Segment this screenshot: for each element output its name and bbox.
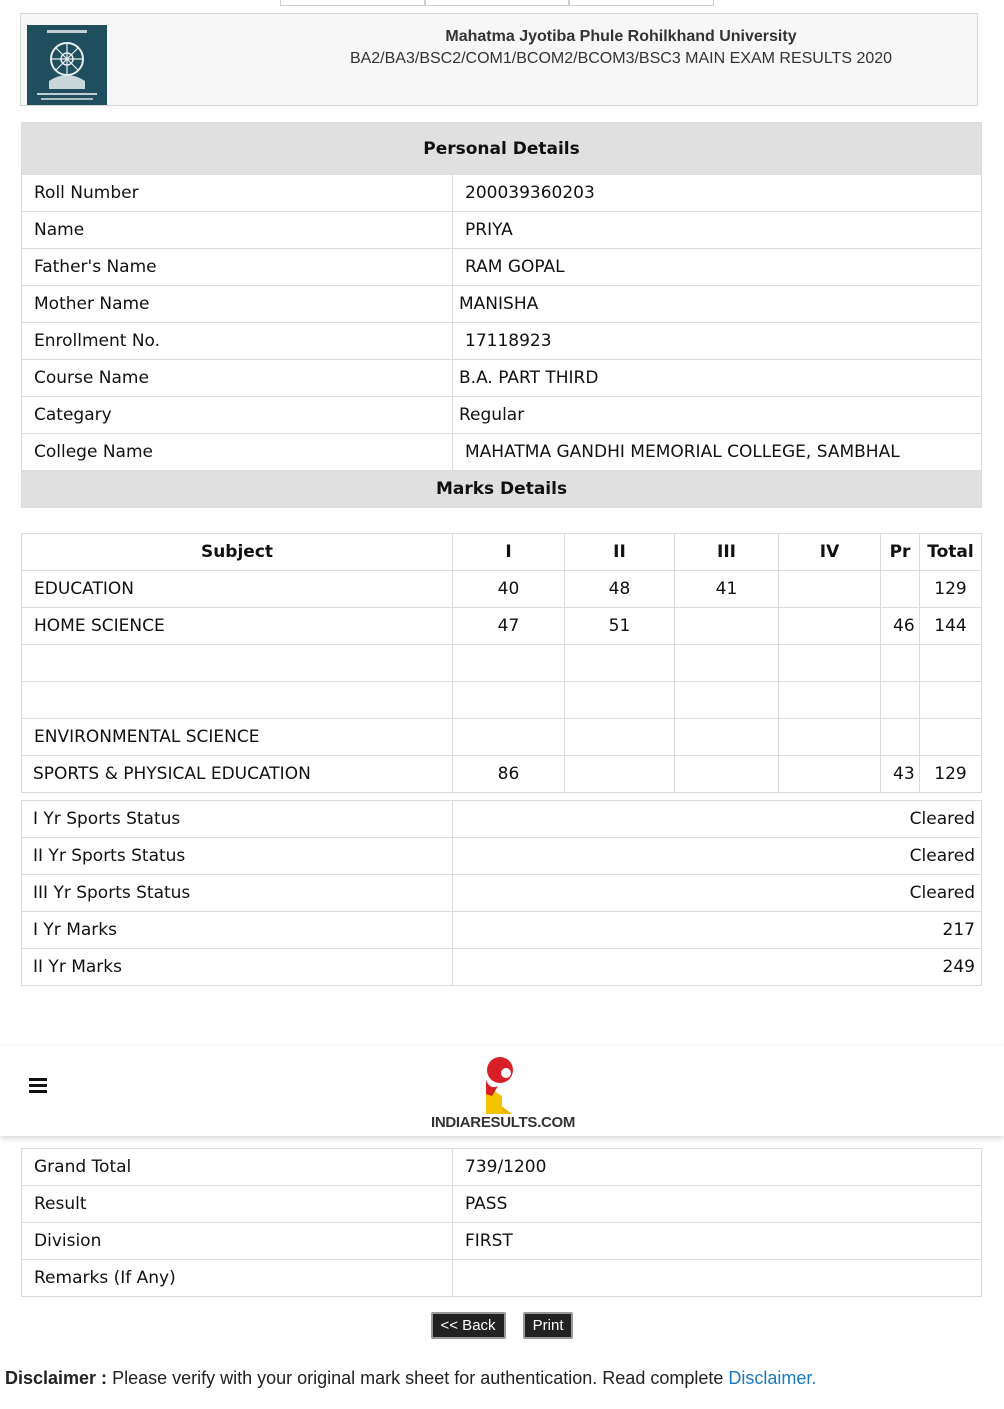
col-subject: Subject (22, 534, 453, 571)
personal-row (22, 175, 982, 212)
mark-cell (779, 645, 881, 682)
total-cell (920, 682, 982, 719)
subject-name: SPORTS & PHYSICAL EDUCATION (22, 756, 453, 793)
status-label: I Yr Marks (22, 912, 453, 949)
name-value: PRIYA (453, 212, 982, 249)
total-cell: 129 (920, 571, 982, 608)
indiaresults-logo-icon (428, 1056, 578, 1116)
mark-cell: 51 (565, 608, 675, 645)
marks-header-row (22, 534, 982, 571)
row-label: Name (22, 212, 453, 249)
row-label: Enrollment No. (22, 323, 453, 360)
mark-cell: 47 (453, 608, 565, 645)
subject-name (22, 682, 453, 719)
mark-cell: 46 (881, 608, 920, 645)
status-row (22, 912, 982, 949)
row-label: Mother Name (22, 286, 453, 323)
back-button[interactable]: << Back (431, 1312, 506, 1339)
mark-cell (675, 645, 779, 682)
mark-cell (779, 756, 881, 793)
remarks-value (453, 1260, 982, 1297)
row-label: Roll Number (22, 175, 453, 212)
mother-name-value: MANISHA (453, 286, 982, 323)
mark-cell (675, 608, 779, 645)
disclaimer-label: Disclaimer : (5, 1368, 108, 1388)
personal-row (22, 249, 982, 286)
personal-row (22, 397, 982, 434)
category-value: Regular (453, 397, 982, 434)
print-button[interactable]: Print (523, 1312, 574, 1339)
summary-row (22, 1223, 982, 1260)
summary-table (21, 1148, 982, 1297)
row-label: Categary (22, 397, 453, 434)
roll-number-value: 200039360203 (453, 175, 982, 212)
mark-cell: 48 (565, 571, 675, 608)
division-value: FIRST (453, 1223, 982, 1260)
summary-row (22, 1260, 982, 1297)
mark-cell (565, 719, 675, 756)
status-row (22, 875, 982, 912)
mark-cell (881, 645, 920, 682)
mark-cell: 43 (881, 756, 920, 793)
mark-cell (779, 719, 881, 756)
course-value: B.A. PART THIRD (453, 360, 982, 397)
summary-label: Result (22, 1186, 453, 1223)
status-value: 249 (453, 949, 982, 986)
disclaimer (5, 1368, 816, 1389)
mark-cell (779, 571, 881, 608)
disclaimer-text: Please verify with your original mark sheet for authentication. Read complete (107, 1368, 729, 1388)
status-value: 217 (453, 912, 982, 949)
grand-total-value: 739/1200 (453, 1149, 982, 1186)
mark-cell (565, 682, 675, 719)
mark-cell (565, 756, 675, 793)
hamburger-menu-icon[interactable] (29, 1078, 47, 1094)
university-name: Mahatma Jyotiba Phule Rohilkhand University (445, 28, 797, 45)
summary-row (22, 1186, 982, 1223)
result-header (20, 13, 978, 106)
mark-cell: 41 (675, 571, 779, 608)
enrollment-value: 17118923 (453, 323, 982, 360)
marks-row (22, 719, 982, 756)
total-cell: 129 (920, 756, 982, 793)
action-buttons (0, 1312, 1004, 1339)
subject-name (22, 645, 453, 682)
row-label: Father's Name (22, 249, 453, 286)
marks-row (22, 571, 982, 608)
col-paper-2: II (565, 534, 675, 571)
mark-cell (779, 682, 881, 719)
university-emblem-icon (27, 25, 107, 105)
subject-name: EDUCATION (22, 571, 453, 608)
personal-row (22, 212, 982, 249)
subject-name: HOME SCIENCE (22, 608, 453, 645)
col-total: Total (920, 534, 982, 571)
marks-row (22, 756, 982, 793)
mark-cell (565, 645, 675, 682)
status-label: I Yr Sports Status (22, 801, 453, 838)
personal-row (22, 286, 982, 323)
college-value: MAHATMA GANDHI MEMORIAL COLLEGE, SAMBHAL (453, 434, 982, 471)
exam-title: BA2/BA3/BSC2/COM1/BCOM2/BCOM3/BSC3 MAIN EXAM RESULTS 2020 (349, 50, 893, 67)
total-cell (920, 645, 982, 682)
status-label: II Yr Sports Status (22, 838, 453, 875)
marks-row (22, 682, 982, 719)
status-table (21, 800, 982, 986)
mark-cell (779, 608, 881, 645)
personal-row (22, 360, 982, 397)
site-app-bar (0, 1046, 1004, 1136)
row-label: Course Name (22, 360, 453, 397)
top-tabs (280, 0, 714, 6)
status-label: III Yr Sports Status (22, 875, 453, 912)
mark-cell (881, 719, 920, 756)
col-paper-3: III (675, 534, 779, 571)
row-label: College Name (22, 434, 453, 471)
mark-cell (453, 682, 565, 719)
result-value: PASS (453, 1186, 982, 1223)
summary-row (22, 1149, 982, 1186)
summary-label: Division (22, 1223, 453, 1260)
total-cell: 144 (920, 608, 982, 645)
status-value: Cleared (453, 801, 982, 838)
mark-cell (453, 719, 565, 756)
mark-cell: 86 (453, 756, 565, 793)
marks-details-heading: Marks Details (22, 471, 982, 508)
status-row (22, 801, 982, 838)
col-paper-1: I (453, 534, 565, 571)
top-tab[interactable] (280, 0, 425, 6)
status-label: II Yr Marks (22, 949, 453, 986)
mark-cell (881, 571, 920, 608)
university-logo (27, 25, 107, 105)
marks-table (21, 533, 982, 793)
status-row (22, 949, 982, 986)
mark-cell (881, 682, 920, 719)
summary-label: Grand Total (22, 1149, 453, 1186)
status-row (22, 838, 982, 875)
personal-row (22, 434, 982, 471)
col-paper-4: IV (779, 534, 881, 571)
personal-row (22, 323, 982, 360)
col-practical: Pr (881, 534, 920, 571)
personal-details-table (21, 122, 982, 508)
father-name-value: RAM GOPAL (453, 249, 982, 286)
top-tab[interactable] (569, 0, 714, 6)
status-value: Cleared (453, 875, 982, 912)
brand-name: INDIARESULTS.COM (430, 1114, 576, 1131)
personal-details-heading: Personal Details (22, 123, 982, 175)
brand-logo[interactable] (428, 1056, 578, 1134)
mark-cell (675, 719, 779, 756)
marks-row (22, 608, 982, 645)
mark-cell (675, 756, 779, 793)
disclaimer-link[interactable]: Disclaimer. (728, 1368, 817, 1388)
mark-cell (453, 645, 565, 682)
total-cell (920, 719, 982, 756)
summary-label: Remarks (If Any) (22, 1260, 453, 1297)
marks-row (22, 645, 982, 682)
subject-name: ENVIRONMENTAL SCIENCE (22, 719, 453, 756)
top-tab[interactable] (425, 0, 570, 6)
mark-cell: 40 (453, 571, 565, 608)
status-value: Cleared (453, 838, 982, 875)
mark-cell (675, 682, 779, 719)
